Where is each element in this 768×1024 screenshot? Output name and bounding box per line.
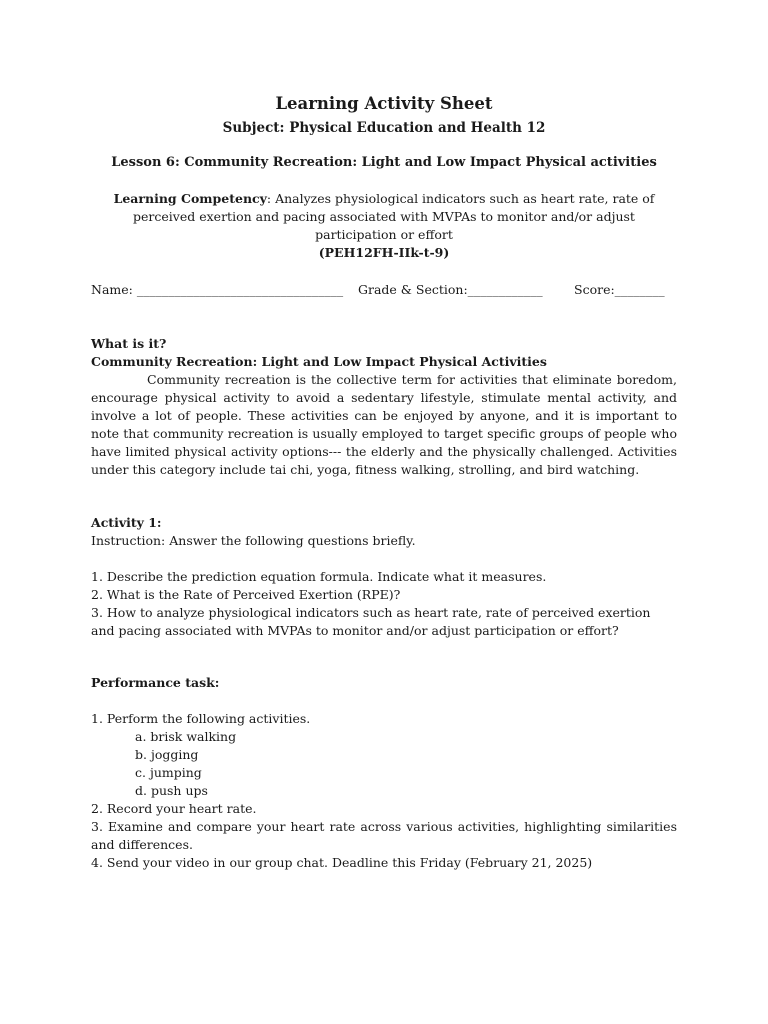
performance-task-section [91, 674, 677, 872]
sub-activity-item: a. brisk walking [135, 729, 237, 744]
name-field: Name: _________________________________ [91, 282, 344, 297]
question-item: 1. Describe the prediction equation formula. Indicate what it measures. [91, 569, 547, 584]
grade-section-field: Grade & Section:____________ [358, 282, 543, 297]
task-step: 4. Send your video in our group chat. Deadline this Friday (February 21, 2025) [91, 855, 593, 870]
question-item: 2. What is the Rate of Perceived Exertion (RPE)? [91, 587, 401, 602]
performance-task-steps [91, 710, 677, 872]
activity-1-heading: Activity 1: [91, 515, 162, 530]
competency-label: Learning Competency [113, 191, 267, 206]
question-item: 3. How to analyze physiological indicators such as heart rate, rate of perceived exertion and pacing associated with MVPAs to monitor and/or adjust participation or effort? [91, 605, 651, 638]
sub-activity-item: b. jogging [135, 747, 199, 762]
performance-task-heading: Performance task: [91, 675, 220, 690]
document-title: Learning Activity Sheet [275, 94, 493, 113]
competency-text: : Analyzes physiological indicators such as heart rate, rate of perceived exertion and pacing associated with MVPAs to monitor and/or adjust participation or effort [133, 191, 655, 242]
sub-activity-item: c. jumping [135, 765, 202, 780]
what-is-it-heading: What is it? [91, 336, 167, 351]
activity-1-questions [91, 568, 677, 640]
score-field: Score:________ [574, 282, 665, 297]
lesson-line: Lesson 6: Community Recreation: Light and Low Impact Physical activities [111, 155, 657, 170]
document-content [91, 93, 677, 872]
student-info-row [91, 281, 677, 299]
activity-1-instruction: Instruction: Answer the following questions briefly. [91, 533, 416, 548]
subject-line: Subject: Physical Education and Health 12 [222, 120, 546, 136]
learning-competency [91, 190, 677, 262]
what-is-it-body: Community recreation is the collective term for activities that eliminate boredom, encourage physical activity to avoid a sedentary lifestyle, stimulate mental activity, and involve a lot of people. These activities can be enjoyed by anyone, and it is important to note that community recreation is usually employed to target specific groups of people who have limited physical activity options--- the elderly and the physically challenged. Activities under this category include tai chi, yoga, fitness walking, strolling, and bird watching. [91, 372, 677, 477]
competency-code: (PEH12FH-IIk-t-9) [318, 245, 450, 260]
sub-activity-item: d. push ups [135, 783, 208, 798]
activity-1-section [91, 514, 677, 640]
task-step: 2. Record your heart rate. [91, 801, 257, 816]
task-step: 1. Perform the following activities. [91, 711, 311, 726]
what-is-it-subheading: Community Recreation: Light and Low Impact Physical Activities [91, 354, 547, 369]
task-step: 3. Examine and compare your heart rate across various activities, highlighting similarities and differences. [91, 819, 677, 852]
what-is-it-section [91, 335, 677, 479]
